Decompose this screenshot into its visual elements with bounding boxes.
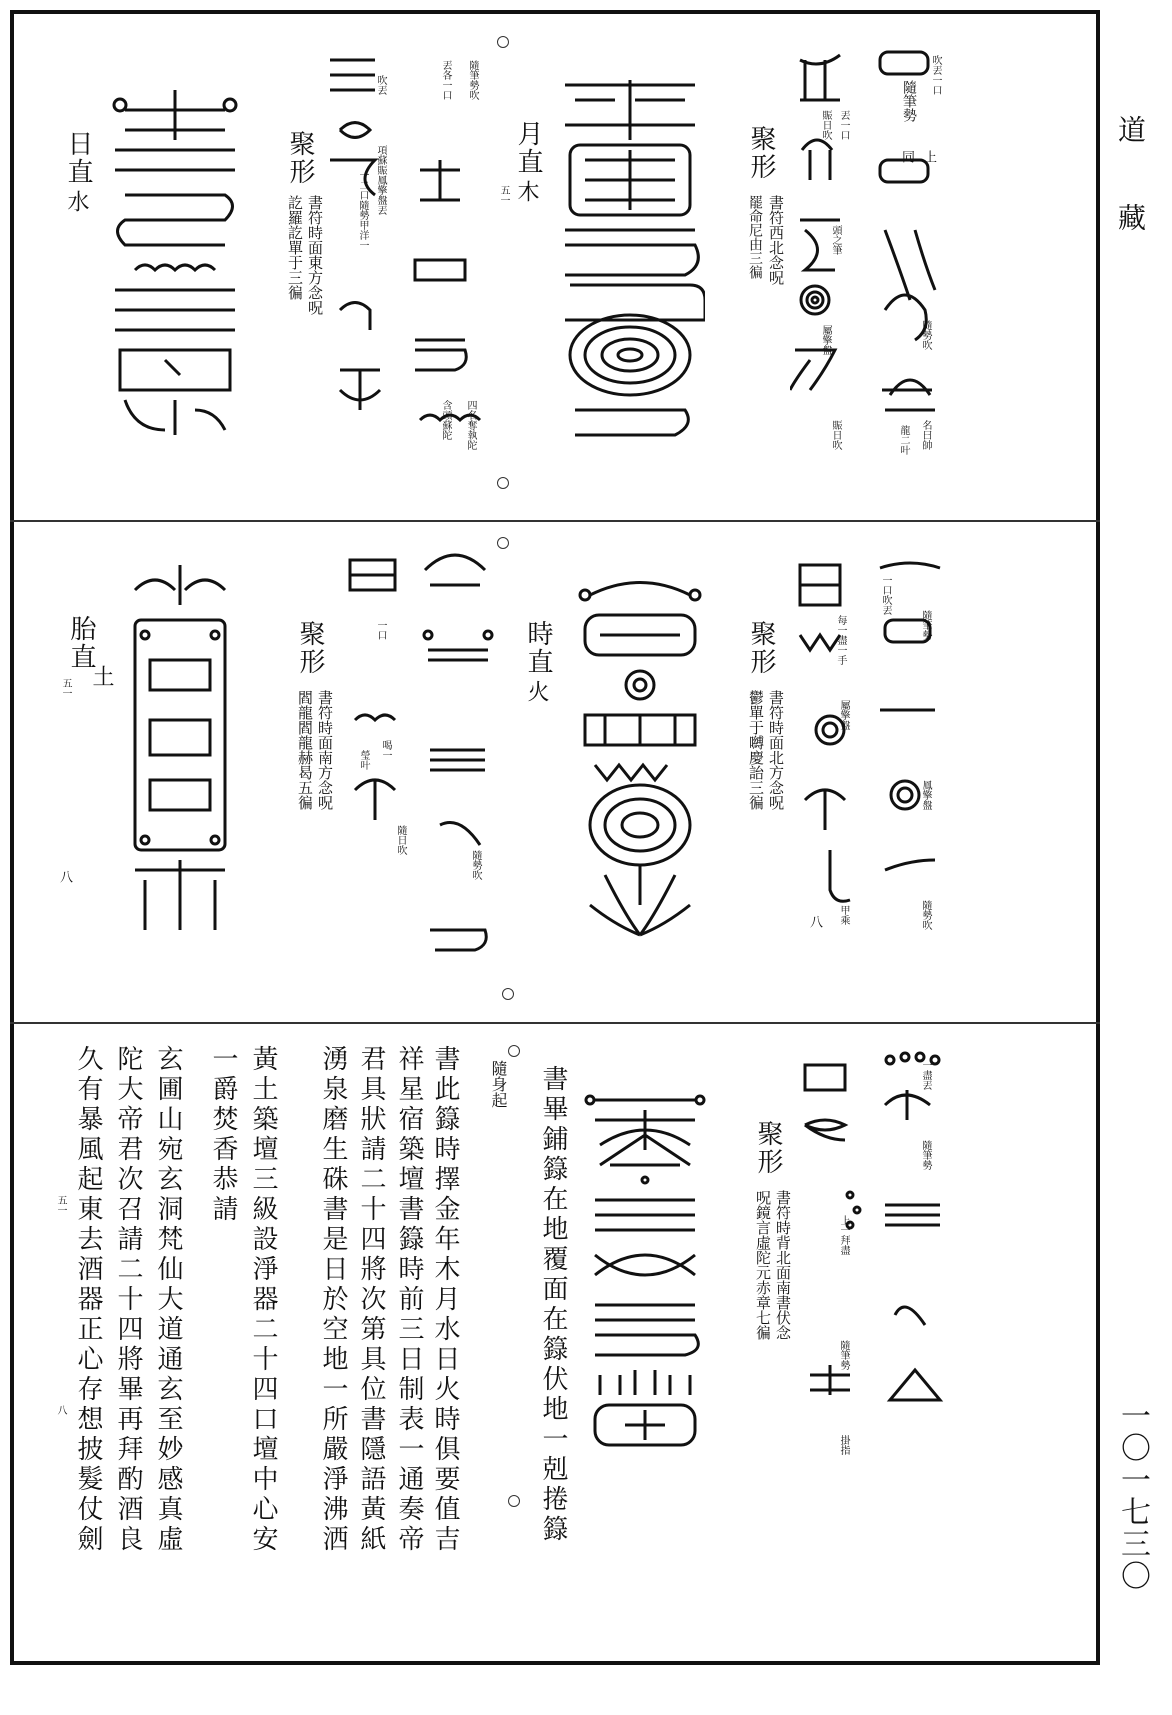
folio: 五一: [498, 185, 509, 205]
heading-element: 水: [64, 190, 89, 212]
side-note: 上: [921, 150, 936, 163]
side-note: 隨勢吹: [920, 900, 931, 930]
side-note: 吹丟: [375, 75, 386, 95]
side-note: 隨勢吹: [920, 320, 931, 350]
talisman-large: [555, 70, 705, 450]
body-column: 書畢鋪籙在地覆面在籙伏地一剋捲籙: [538, 1065, 568, 1545]
section-heading: 時直: [523, 620, 553, 676]
heading-element: 火: [524, 680, 549, 702]
side-note: 一盡丟: [920, 1060, 931, 1090]
side-note: 喝一: [380, 740, 391, 760]
heading-element: 木: [514, 180, 539, 202]
side-note: 賑日吹: [820, 110, 831, 140]
caption-line: 鬱單于嚩慶詒三徧: [747, 690, 765, 810]
binding-hole: [497, 537, 509, 549]
caption-line: 閻龍閻龍赫曷五徧: [296, 690, 314, 810]
side-note: 屬擎盤: [838, 700, 849, 730]
side-note: 四名奪執陀: [465, 400, 476, 450]
talisman-large: [580, 1075, 710, 1475]
side-note: 隨筆勢吹: [467, 60, 478, 100]
side-note: 屬擎盤: [820, 325, 831, 355]
side-note: 含頭蘇陀: [440, 400, 451, 440]
caption-title: 聚形: [285, 130, 315, 186]
binding-hole: [508, 1045, 520, 1057]
side-note: 隨筆勢: [901, 80, 917, 122]
folio: 五一: [55, 1195, 66, 1215]
side-note: 吹丟一口: [930, 55, 941, 95]
folio: 五一: [60, 678, 71, 698]
margin-title: 道藏: [1114, 115, 1147, 291]
side-note: 隨勢吹: [470, 850, 481, 880]
side-note: 隨筆勢: [920, 1140, 931, 1170]
caption-title: 聚形: [746, 125, 776, 181]
side-note: 瑩叶: [358, 750, 369, 770]
caption-line: 書符西北念呪: [767, 195, 785, 285]
side-note: 隨筆勢: [838, 1340, 849, 1370]
binding-hole: [497, 36, 509, 48]
body-column: 黃土築壇三級設淨器二十四口壇中心安: [248, 1045, 278, 1555]
section-heading: 胎直: [66, 615, 96, 671]
body-column: 祥星宿築壇書籙時前三日制表一通奏帝: [394, 1045, 424, 1555]
side-note: 隨筆勢: [920, 610, 931, 640]
body-column: 湧泉磨生硃書是日於空地一所嚴淨沸洒: [318, 1045, 348, 1555]
side-note: 賑日吹: [830, 420, 841, 450]
side-note: 鳳擎盤: [920, 780, 931, 810]
folio: 八: [55, 1405, 66, 1415]
body-column: 隨身起: [489, 1060, 508, 1108]
body-column: 書此籙時擇金年木月水日火時俱要值吉: [430, 1045, 460, 1555]
binding-hole: [497, 477, 509, 489]
side-note: 名曰帥: [920, 420, 931, 450]
talisman-large: [105, 80, 245, 440]
body-column: 陀大帝君次召請二十四將畢再拜酌酒良: [113, 1045, 143, 1555]
section-heading: 月直: [513, 120, 543, 176]
binding-hole: [508, 1495, 520, 1507]
caption-title: 聚形: [295, 620, 325, 676]
folio: 八: [57, 870, 72, 883]
section-heading: 日直: [63, 130, 93, 186]
side-note: 項蘇賑鳳擎盤丟: [375, 145, 386, 215]
side-note: 每一盡一手: [835, 615, 846, 665]
body-column: 一爵焚香恭請: [208, 1045, 238, 1225]
caption-line: 罷命尼由三徧: [747, 195, 763, 279]
side-note: 一口吹丟: [880, 575, 891, 615]
caption-line: 書符時面南方念呪: [316, 690, 334, 810]
folio: 八: [807, 915, 822, 928]
side-note: 丟各一口: [440, 60, 451, 100]
caption-title: 聚形: [746, 620, 776, 676]
caption-line: 訖羅訖單于三徧: [286, 195, 304, 300]
heading-element: 土: [89, 665, 114, 687]
caption-line: 書符時背北面南書伏念: [774, 1190, 792, 1340]
side-note: 掛指: [838, 1435, 849, 1455]
side-note: 甲乘: [838, 905, 849, 925]
side-note: 丟一口: [838, 110, 849, 140]
side-note: 龍二叶: [898, 425, 909, 455]
talisman-large: [575, 575, 705, 945]
talisman-large: [120, 560, 240, 940]
page-number: 一〇一七三〇: [1115, 1400, 1150, 1592]
side-note: 同: [899, 150, 914, 163]
body-column: 君具狀請二十四將次第具位書隱語黃紙: [356, 1045, 386, 1555]
side-note: 隨日吹: [395, 825, 406, 855]
side-note: 上一拜盡: [838, 1215, 849, 1255]
panel-divider-2: [10, 1022, 1100, 1024]
talisman-strip: [795, 1045, 955, 1475]
caption-line: 書符時面東方念呪: [306, 195, 324, 315]
body-column: 久有暴風起東去酒器正心存想披髮仗劍: [73, 1045, 103, 1555]
caption-line: 書符時面北方念呪: [767, 690, 785, 810]
body-column: 玄圃山宛玄洞梵仙大道通玄至妙感真虛: [153, 1045, 183, 1555]
panel-divider-1: [10, 520, 1100, 522]
side-note: 頭之筆: [830, 225, 841, 255]
side-note: 一二口隨勢甲洋一: [357, 170, 368, 250]
binding-hole: [502, 988, 514, 1000]
caption-title: 聚形: [753, 1120, 783, 1176]
caption-line: 呪鏡言虛陀元赤章七徧: [754, 1190, 772, 1340]
side-note: 一口: [375, 620, 386, 640]
